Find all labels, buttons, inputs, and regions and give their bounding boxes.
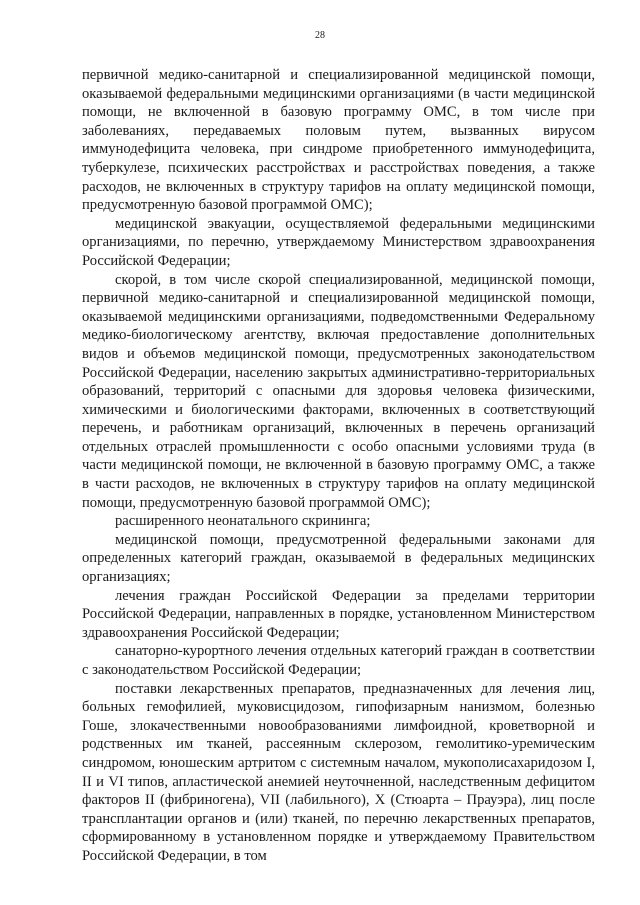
paragraph-neonatal-screening: расширенного неонатального скрининга; (115, 513, 371, 530)
paragraph-treatment-abroad: лечения граждан Российской Федерации за пределами территории Российской Федерации, направленных в порядке, установленном Министерством здравоохранения Российской Федерации; (82, 587, 595, 641)
paragraph-federal-law-care: медицинской помощи, предусмотренной федеральными законами для определенных категорий граждан, оказываемой в федеральных медицинских организациях; (82, 531, 595, 586)
paragraph-primary-specialized-care: первичной медико-санитарной и специализированной медицинской помощи, оказываемой федеральными медицинскими организациями (в части медицинской помощи, не включенной в базовую программу ОМС, в том числе при заболеваниях, передаваемых половым путем, вызванных вирусом иммунодефицита человека, при синдроме приобретенного иммунодефицита, туберкулезе, психических расстройствах и расстройствах поведения, а также расходов, не включенных в структуру тарифов на оплату медицинской помощи, предусмотренную базовой программой ОМС); (82, 67, 595, 214)
paragraph-fmba-care: скорой, в том числе скорой специализированной, медицинской помощи, первичной медико-санитарной и специализированной медицинской помощи, оказываемой медицинскими организациями, подведомственными Федеральному медико-биологическому агентству, включая предоставление дополнительных видов и объемов медицинской помощи, предусмотренных законодательством Российской Федерации, населению закрытых административно-территориальных образований, территорий с опасными для здоровья человека физическими, химическими и биологическими факторами, включенных в соответствующий перечень, и работникам организаций, включенных в перечень организаций отдельных отраслей промышленности с особо опасными условиями труда (в части медицинской помощи, не включенной в базовую программу ОМС, а также в части расходов, не включенных в структуру тарифов на оплату медицинской помощи, предусмотренную базовой программой ОМС); (82, 271, 595, 511)
paragraph-drug-supply: поставки лекарственных препаратов, предназначенных для лечения лиц, больных гемофилией, муковисцидозом, гипофизарным нанизмом, болезнью Гоше, злокачественными новообразованиями лимфоидной, кроветворной и родственных им тканей, рассеянным склерозом, гемолитико-уремическим синдромом, юношеским артритом с системным началом, мукополисахаридозом I, II и VI типов, апластической анемией неуточненной, наследственным дефицитом факторов II (фибриногена), VII (лабильного), X (Стюарта – Прауэра), лиц после трансплантации органов и (или) тканей, по перечню лекарственных препаратов, сформированному в установленном порядке и утверждаемому Правительством Российской Федерации, в том (82, 680, 595, 864)
document-body (82, 66, 595, 866)
paragraph-medical-evacuation: медицинской эвакуации, осуществляемой федеральными медицинскими организациями, по перечню, утверждаемому Министерством здравоохранения Российской Федерации; (82, 215, 595, 269)
page-number: 28 (315, 30, 325, 41)
paragraph-sanatorium-treatment: санаторно-курортного лечения отдельных категорий граждан в соответствии с законодательством Российской Федерации; (82, 643, 595, 678)
